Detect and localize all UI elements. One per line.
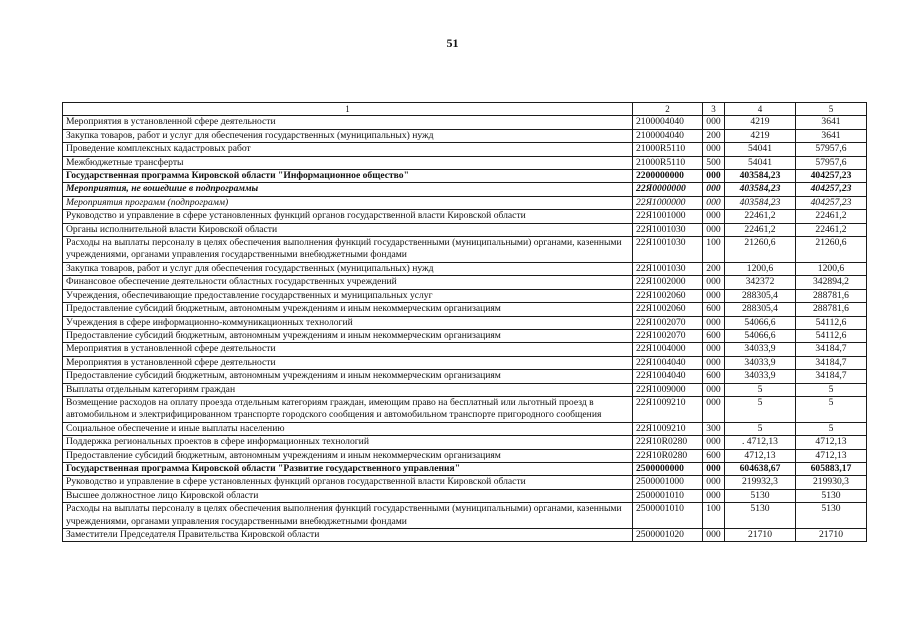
row-value-year1-cell: 403584,23	[725, 183, 796, 196]
row-value-year1-cell: 219932,3	[725, 476, 796, 489]
row-expense-type-cell: 600	[703, 329, 725, 342]
row-value-year1-cell: 5	[725, 396, 796, 422]
table-row	[63, 316, 867, 329]
table-row	[63, 170, 867, 183]
header-col-4: 4	[725, 103, 796, 116]
row-code-cell: 22Я1009000	[633, 383, 703, 396]
table-row	[63, 156, 867, 169]
row-name-cell: Закупка товаров, работ и услуг для обеспечения государственных (муниципальных) нужд	[63, 129, 633, 142]
row-code-cell: 22Я1009210	[633, 396, 703, 422]
row-value-year1-cell: 21710	[725, 529, 796, 542]
table-row	[63, 116, 867, 129]
row-value-year2-cell: 404257,23	[796, 183, 867, 196]
row-code-cell: 22Я1001030	[633, 262, 703, 275]
row-value-year2-cell: 288781,6	[796, 289, 867, 302]
row-code-cell: 22Я10R0280	[633, 436, 703, 449]
row-name-cell: Финансовое обеспечение деятельности областных государственных учреждений	[63, 276, 633, 289]
row-code-cell: 21000R5110	[633, 143, 703, 156]
row-value-year2-cell: 342894,2	[796, 276, 867, 289]
row-value-year1-cell: 288305,4	[725, 289, 796, 302]
table-row	[63, 462, 867, 475]
table-row	[63, 143, 867, 156]
row-expense-type-cell: 000	[703, 170, 725, 183]
row-expense-type-cell: 000	[703, 289, 725, 302]
row-code-cell: 2200000000	[633, 170, 703, 183]
row-expense-type-cell: 000	[703, 396, 725, 422]
table-row	[63, 183, 867, 196]
table-row	[63, 396, 867, 422]
table-row	[63, 289, 867, 302]
row-value-year1-cell: 5	[725, 383, 796, 396]
row-expense-type-cell: 600	[703, 449, 725, 462]
table-row	[63, 276, 867, 289]
row-name-cell: Предоставление субсидий бюджетным, автономным учреждениям и иным некоммерческим организациям	[63, 329, 633, 342]
table-row	[63, 383, 867, 396]
table-row	[63, 210, 867, 223]
row-value-year2-cell: 5	[796, 383, 867, 396]
row-value-year1-cell: 5	[725, 422, 796, 435]
header-col-2: 2	[633, 103, 703, 116]
row-name-cell: Руководство и управление в сфере установленных функций органов государственной власти Кировской области	[63, 476, 633, 489]
table-row	[63, 476, 867, 489]
table-row	[63, 449, 867, 462]
row-value-year2-cell: 57957,6	[796, 143, 867, 156]
row-value-year2-cell: 3641	[796, 129, 867, 142]
table-row	[63, 370, 867, 383]
row-code-cell: 22Я1004000	[633, 343, 703, 356]
row-code-cell: 2500001020	[633, 529, 703, 542]
row-value-year2-cell: 54112,6	[796, 329, 867, 342]
row-code-cell: 21000R5110	[633, 156, 703, 169]
row-value-year1-cell: 34033,9	[725, 343, 796, 356]
row-name-cell: Государственная программа Кировской области "Развитие государственного управления"	[63, 462, 633, 475]
row-expense-type-cell: 000	[703, 183, 725, 196]
row-value-year1-cell: 54066,6	[725, 329, 796, 342]
row-expense-type-cell: 000	[703, 356, 725, 369]
row-expense-type-cell: 000	[703, 223, 725, 236]
row-expense-type-cell: 000	[703, 143, 725, 156]
row-expense-type-cell: 200	[703, 129, 725, 142]
row-value-year2-cell: 34184,7	[796, 356, 867, 369]
row-value-year2-cell: 1200,6	[796, 262, 867, 275]
row-code-cell: 22Я10R0280	[633, 449, 703, 462]
table-row	[63, 303, 867, 316]
row-code-cell: 2100004040	[633, 116, 703, 129]
row-code-cell: 22Я1002000	[633, 276, 703, 289]
row-value-year1-cell: 403584,23	[725, 170, 796, 183]
row-value-year1-cell: 5130	[725, 503, 796, 529]
table-row	[63, 503, 867, 529]
row-name-cell: Расходы на выплаты персоналу в целях обеспечения выполнения функций государственными (муниципальными) органами, казенными учреждениями, органами управления государственными внебюджетными фондами	[63, 503, 633, 529]
row-expense-type-cell: 500	[703, 156, 725, 169]
row-name-cell: Мероприятия в установленной сфере деятельности	[63, 356, 633, 369]
row-name-cell: Органы исполнительной власти Кировской области	[63, 223, 633, 236]
budget-table	[62, 102, 867, 542]
row-code-cell: 22Я1001000	[633, 210, 703, 223]
row-code-cell: 22Я1002060	[633, 289, 703, 302]
row-expense-type-cell: 100	[703, 503, 725, 529]
row-name-cell: Заместители Председателя Правительства Кировской области	[63, 529, 633, 542]
row-name-cell: Предоставление субсидий бюджетным, автономным учреждениям и иным некоммерческим организациям	[63, 449, 633, 462]
row-name-cell: Предоставление субсидий бюджетным, автономным учреждениям и иным некоммерческим организациям	[63, 370, 633, 383]
row-expense-type-cell: 600	[703, 303, 725, 316]
row-value-year2-cell: 22461,2	[796, 210, 867, 223]
row-value-year2-cell: 3641	[796, 116, 867, 129]
row-expense-type-cell: 000	[703, 436, 725, 449]
table-row	[63, 529, 867, 542]
row-code-cell: 22Я1002070	[633, 316, 703, 329]
row-expense-type-cell: 000	[703, 529, 725, 542]
row-name-cell: Мероприятия в установленной сфере деятельности	[63, 343, 633, 356]
row-code-cell: 22Я1004040	[633, 356, 703, 369]
header-col-5: 5	[796, 103, 867, 116]
row-value-year2-cell: 219930,3	[796, 476, 867, 489]
row-code-cell: 22Я1002060	[633, 303, 703, 316]
row-expense-type-cell: 200	[703, 262, 725, 275]
row-name-cell: Руководство и управление в сфере установленных функций органов государственной власти Кировской области	[63, 210, 633, 223]
table-row	[63, 422, 867, 435]
row-code-cell: 2100004040	[633, 129, 703, 142]
row-value-year2-cell: 4712,13	[796, 436, 867, 449]
row-expense-type-cell: 300	[703, 422, 725, 435]
row-expense-type-cell: 000	[703, 210, 725, 223]
row-value-year2-cell: 288781,6	[796, 303, 867, 316]
row-value-year2-cell: 21710	[796, 529, 867, 542]
table-row	[63, 436, 867, 449]
header-col-3: 3	[703, 103, 725, 116]
row-code-cell: 22Я1001030	[633, 237, 703, 263]
row-expense-type-cell: 000	[703, 316, 725, 329]
row-value-year2-cell: 5	[796, 422, 867, 435]
row-name-cell: Учреждения в сфере информационно-коммуникационных технологий	[63, 316, 633, 329]
header-col-1: 1	[63, 103, 633, 116]
row-value-year2-cell: 34184,7	[796, 343, 867, 356]
page-number: 51	[446, 36, 459, 50]
row-code-cell: 22Я1000000	[633, 196, 703, 209]
row-value-year1-cell: 5130	[725, 489, 796, 502]
row-value-year1-cell: 34033,9	[725, 370, 796, 383]
row-name-cell: Предоставление субсидий бюджетным, автономным учреждениям и иным некоммерческим организациям	[63, 303, 633, 316]
row-value-year2-cell: 605883,17	[796, 462, 867, 475]
row-name-cell: Поддержка региональных проектов в сфере информационных технологий	[63, 436, 633, 449]
row-value-year1-cell: 403584,23	[725, 196, 796, 209]
table-row	[63, 262, 867, 275]
row-value-year1-cell: 22461,2	[725, 223, 796, 236]
row-value-year2-cell: 54112,6	[796, 316, 867, 329]
row-value-year2-cell: 404257,23	[796, 170, 867, 183]
row-value-year1-cell: . 4712,13	[725, 436, 796, 449]
row-value-year2-cell: 5130	[796, 489, 867, 502]
row-name-cell: Учреждения, обеспечивающие предоставление государственных и муниципальных услуг	[63, 289, 633, 302]
row-name-cell: Мероприятия программ (подпрограмм)	[63, 196, 633, 209]
row-value-year1-cell: 342372	[725, 276, 796, 289]
row-name-cell: Закупка товаров, работ и услуг для обеспечения государственных (муниципальных) нужд	[63, 262, 633, 275]
row-code-cell: 2500001000	[633, 476, 703, 489]
row-value-year1-cell: 604638,67	[725, 462, 796, 475]
row-code-cell: 2500001010	[633, 489, 703, 502]
row-name-cell: Выплаты отдельным категориям граждан	[63, 383, 633, 396]
row-value-year2-cell: 57957,6	[796, 156, 867, 169]
row-name-cell: Межбюджетные трансферты	[63, 156, 633, 169]
row-expense-type-cell: 000	[703, 343, 725, 356]
row-value-year2-cell: 404257,23	[796, 196, 867, 209]
row-value-year1-cell: 4712,13	[725, 449, 796, 462]
row-name-cell: Социальное обеспечение и иные выплаты населению	[63, 422, 633, 435]
row-expense-type-cell: 000	[703, 116, 725, 129]
row-value-year1-cell: 4219	[725, 116, 796, 129]
table-row	[63, 329, 867, 342]
row-name-cell: Высшее должностное лицо Кировской области	[63, 489, 633, 502]
row-value-year1-cell: 288305,4	[725, 303, 796, 316]
table-header-row	[63, 103, 867, 116]
row-expense-type-cell: 000	[703, 276, 725, 289]
row-name-cell: Расходы на выплаты персоналу в целях обеспечения выполнения функций государственными (муниципальными) органами, казенными учреждениями, органами управления государственными внебюджетными фондами	[63, 237, 633, 263]
row-expense-type-cell: 000	[703, 489, 725, 502]
row-code-cell: 22Я1002070	[633, 329, 703, 342]
row-code-cell: 2500000000	[633, 462, 703, 475]
row-name-cell: Мероприятия, не вошедшие в подпрограммы	[63, 183, 633, 196]
row-value-year1-cell: 21260,6	[725, 237, 796, 263]
table-row	[63, 129, 867, 142]
row-expense-type-cell: 000	[703, 383, 725, 396]
row-expense-type-cell: 000	[703, 196, 725, 209]
table-row	[63, 196, 867, 209]
row-value-year2-cell: 21260,6	[796, 237, 867, 263]
row-expense-type-cell: 000	[703, 462, 725, 475]
row-value-year1-cell: 22461,2	[725, 210, 796, 223]
row-value-year1-cell: 1200,6	[725, 262, 796, 275]
row-name-cell: Мероприятия в установленной сфере деятельности	[63, 116, 633, 129]
row-value-year1-cell: 54041	[725, 156, 796, 169]
row-name-cell: Проведение комплексных кадастровых работ	[63, 143, 633, 156]
row-value-year1-cell: 54041	[725, 143, 796, 156]
table-row	[63, 356, 867, 369]
row-code-cell: 2500001010	[633, 503, 703, 529]
row-code-cell: 22Я1004040	[633, 370, 703, 383]
row-expense-type-cell: 000	[703, 476, 725, 489]
table-row	[63, 237, 867, 263]
row-expense-type-cell: 600	[703, 370, 725, 383]
row-value-year1-cell: 54066,6	[725, 316, 796, 329]
row-value-year2-cell: 5	[796, 396, 867, 422]
row-value-year2-cell: 4712,13	[796, 449, 867, 462]
row-code-cell: 22Я0000000	[633, 183, 703, 196]
row-value-year2-cell: 5130	[796, 503, 867, 529]
table-row	[63, 343, 867, 356]
row-code-cell: 22Я1001030	[633, 223, 703, 236]
row-value-year1-cell: 34033,9	[725, 356, 796, 369]
row-name-cell: Возмещение расходов на оплату проезда отдельным категориям граждан, имеющим право на бесплатный или льготный проезд в автомобильном и электрифицированном транспорте городского сообщения и автомобильном транспорте пригородного сообщения	[63, 396, 633, 422]
row-value-year2-cell: 34184,7	[796, 370, 867, 383]
row-name-cell: Государственная программа Кировской области "Информационное общество"	[63, 170, 633, 183]
row-value-year2-cell: 22461,2	[796, 223, 867, 236]
row-code-cell: 22Я1009210	[633, 422, 703, 435]
table-row	[63, 489, 867, 502]
table-row	[63, 223, 867, 236]
row-expense-type-cell: 100	[703, 237, 725, 263]
row-value-year1-cell: 4219	[725, 129, 796, 142]
